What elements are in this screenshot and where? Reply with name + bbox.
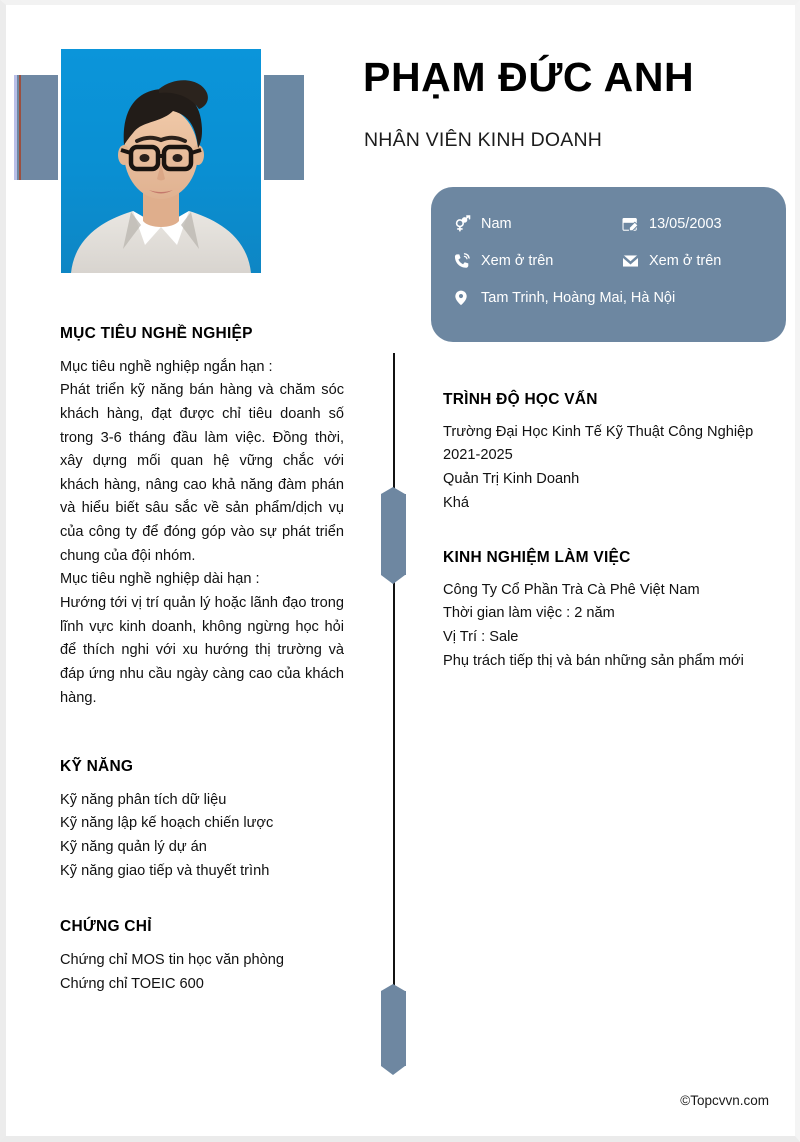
list-item: Kỹ năng phân tích dữ liệu [60,791,227,808]
list-item: Chứng chỉ MOS tin học văn phòng [60,951,284,968]
avatar [61,49,261,273]
section-education [443,391,775,515]
list-item: Kỹ năng giao tiếp và thuyết trình [60,862,270,879]
contact-birthday [621,214,722,233]
objective-short-term-label: Mục tiêu nghề nghiệp ngắn hạn : [60,358,273,375]
contact-email [621,251,721,270]
list-item: Chứng chỉ TOEIC 600 [60,975,204,992]
decorative-stripe-rust [19,75,21,180]
education-school: Trường Đại Học Kinh Tế Kỹ Thuật Công Nghiệp [443,423,754,440]
gender-icon [453,214,474,233]
left-column [60,325,344,996]
page-title: PHẠM ĐỨC ANH [363,54,695,100]
contact-phone [453,251,621,270]
education-major: Quản Trị Kinh Doanh [443,470,580,487]
contact-row-1 [453,205,764,242]
experience-description: Phụ trách tiếp thị và bán những sản phẩm mới [443,652,744,669]
timeline-divider-line [393,353,395,1065]
section-certificates [60,918,344,996]
objective-long-term-body: Hướng tới vị trí quản lý hoặc lãnh đạo trong lĩnh vực kinh doanh, không ngừng học hỏi để thích nghi với xu hướng thị trường và đáp ứng nhu cầu ngày càng cao của khách hàng. [60,595,344,706]
section-experience [443,549,775,673]
contact-gender [453,214,621,233]
objective-long-term-label: Mục tiêu nghề nghiệp dài hạn : [60,571,260,588]
section-skills [60,758,344,883]
section-objective [60,325,344,710]
calendar-icon [621,214,642,233]
timeline-marker-upper [381,494,406,575]
contact-gender-value: Nam [481,215,512,232]
mail-icon [621,251,642,270]
job-title: NHÂN VIÊN KINH DOANH [364,129,603,151]
list-item: Kỹ năng lập kế hoạch chiến lược [60,815,274,832]
education-years: 2021-2025 [443,447,513,464]
list-item: Kỹ năng quản lý dự án [60,839,207,856]
experience-duration: Thời gian làm việc : 2 năm [443,605,615,622]
section-heading-objective: MỤC TIÊU NGHỀ NGHIỆP [60,325,253,342]
decorative-block-right [264,75,304,180]
contact-row-2 [453,242,764,279]
experience-position: Vị Trí : Sale [443,629,519,646]
contact-phone-value: Xem ở trên [481,252,554,269]
experience-company: Công Ty Cổ Phần Trà Cà Phê Việt Nam [443,581,700,598]
contact-address [453,288,675,307]
section-heading-experience: KINH NGHIỆM LÀM VIỆC [443,549,631,567]
contact-card [431,187,786,342]
contact-birthday-value: 13/05/2003 [649,215,722,232]
section-heading-certificates: CHỨNG CHỈ [60,918,152,936]
contact-row-3 [453,279,764,316]
portrait-illustration [61,49,261,273]
contact-email-value: Xem ở trên [649,252,722,269]
education-grade: Khá [443,494,469,511]
contact-address-value: Tam Trinh, Hoàng Mai, Hà Nội [481,289,676,306]
right-column [443,391,775,673]
location-pin-icon [453,288,474,307]
phone-icon [453,251,474,270]
objective-short-term-body: Phát triển kỹ năng bán hàng và chăm sóc khách hàng, đạt được chỉ tiêu doanh số trong 3-6 tháng đầu làm việc. Đồng thời, xây dựng mối quan hệ vững chắc với khách hàng, nâng cao khả năng đàm phán và hiểu biết sâu sắc về sản phẩm/dịch vụ của công ty để đóng góp vào sự phát triển chung của đội nhóm. [60,382,344,564]
footer-credit: ©Topcvvn.com [680,1093,769,1108]
timeline-marker-lower [381,991,406,1066]
section-heading-education: TRÌNH ĐỘ HỌC VẤN [443,391,598,408]
section-heading-skills: KỸ NĂNG [60,758,134,776]
decorative-stripe-lavender [14,75,17,180]
